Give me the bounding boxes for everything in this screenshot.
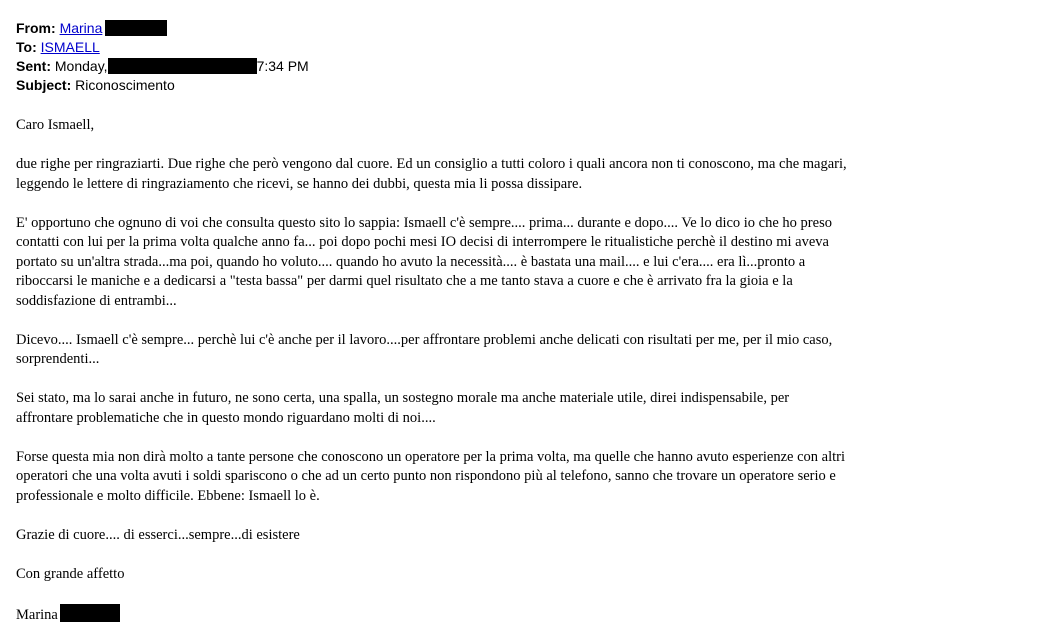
from-label: From: [16,20,56,36]
sent-suffix: 7:34 PM [256,58,309,74]
signature-name: Marina [16,606,58,623]
redacted-surname [105,20,167,36]
sent-row [16,57,309,76]
to-link[interactable]: ISMAELL [40,39,100,55]
body-line: operatori che una volta avuti i soldi spariscono o che ad un certo punto non rispondono più al telefono, sanno che trovare un operatore serio e [16,468,836,484]
email-header [16,19,309,95]
subject-value: Riconoscimento [75,77,175,93]
paragraph-work [16,331,1052,370]
body-line: affrontare problematiche che in questo mondo riguardano molti di noi.... [16,409,436,426]
sent-label: Sent: [16,58,51,74]
from-row [16,19,309,38]
body-line: portato su un'altra strada...ma poi, quando ho voluto.... quando ho avuto la necessità.... è bastata una mail.... e lui c'era.... era lì...pronto a [16,253,806,270]
body-line: E' opportuno che ognuno di voi che consulta questo sito lo sappia: Ismaell c'è sempre.... prima... durante e dopo.... Ve lo dico io che ho preso [16,214,832,231]
from-value: Marina [59,20,103,36]
body-line: due righe per ringraziarti. Due righe che però vengono dal cuore. Ed un consiglio a tutti coloro i quali ancora non ti conoscono, ma che magari, [16,156,847,172]
body-line: sorprendenti... [16,351,100,367]
sent-prefix: Monday, [54,58,108,74]
redacted-date [108,58,257,74]
thanks-line: Grazie di cuore.... di esserci...sempre...di esistere [16,526,300,543]
signature [16,604,1052,626]
closing-line: Con grande affetto [16,565,125,582]
body-line: Sei stato, ma lo sarai anche in futuro, ne sono certa, una spalla, un sostegno morale ma anche materiale utile, direi indispensabile, per [16,390,790,406]
body-line: leggendo le lettere di ringraziamento che ricevi, se hanno dei dubbi, questa mia li possa dissipare. [16,175,583,192]
from-link[interactable] [60,20,168,36]
body-line: soddisfazione di entrambi... [16,292,177,309]
body-line: contatti con lui per la prima volta qualche anno fa... poi dopo pochi mesi IO decisi di interrompere le ritualistiche perchè il destino mi aveva [16,234,829,250]
to-row [16,38,309,57]
body-line: professionale e molto difficile. Ebbene: Ismaell lo è. [16,487,320,504]
paragraph-operators [16,448,1052,507]
subject-label: Subject: [16,77,72,93]
paragraph-thanks [16,155,1052,194]
subject-row [16,76,309,95]
body-line: riboccarsi le maniche e a dedicarsi a "testa bassa" per darmi quel risultato che a me tanto stava a cuore e che è arrivato fra la gioia e la [16,273,793,289]
redacted-signature-surname [60,604,120,622]
paragraph-always-there [16,214,1052,312]
email-body [16,116,1052,625]
body-line: Dicevo.... Ismaell c'è sempre... perchè lui c'è anche per il lavoro....per affrontare problemi anche delicati con risultati per me, per il mio caso, [16,331,833,348]
to-label: To: [16,39,37,55]
paragraph-support [16,389,1052,428]
greeting: Caro Ismaell, [16,117,95,133]
body-line: Forse questa mia non dirà molto a tante persone che conoscono un operatore per la prima volta, ma quelle che hanno avuto esperienze con altri [16,448,846,465]
